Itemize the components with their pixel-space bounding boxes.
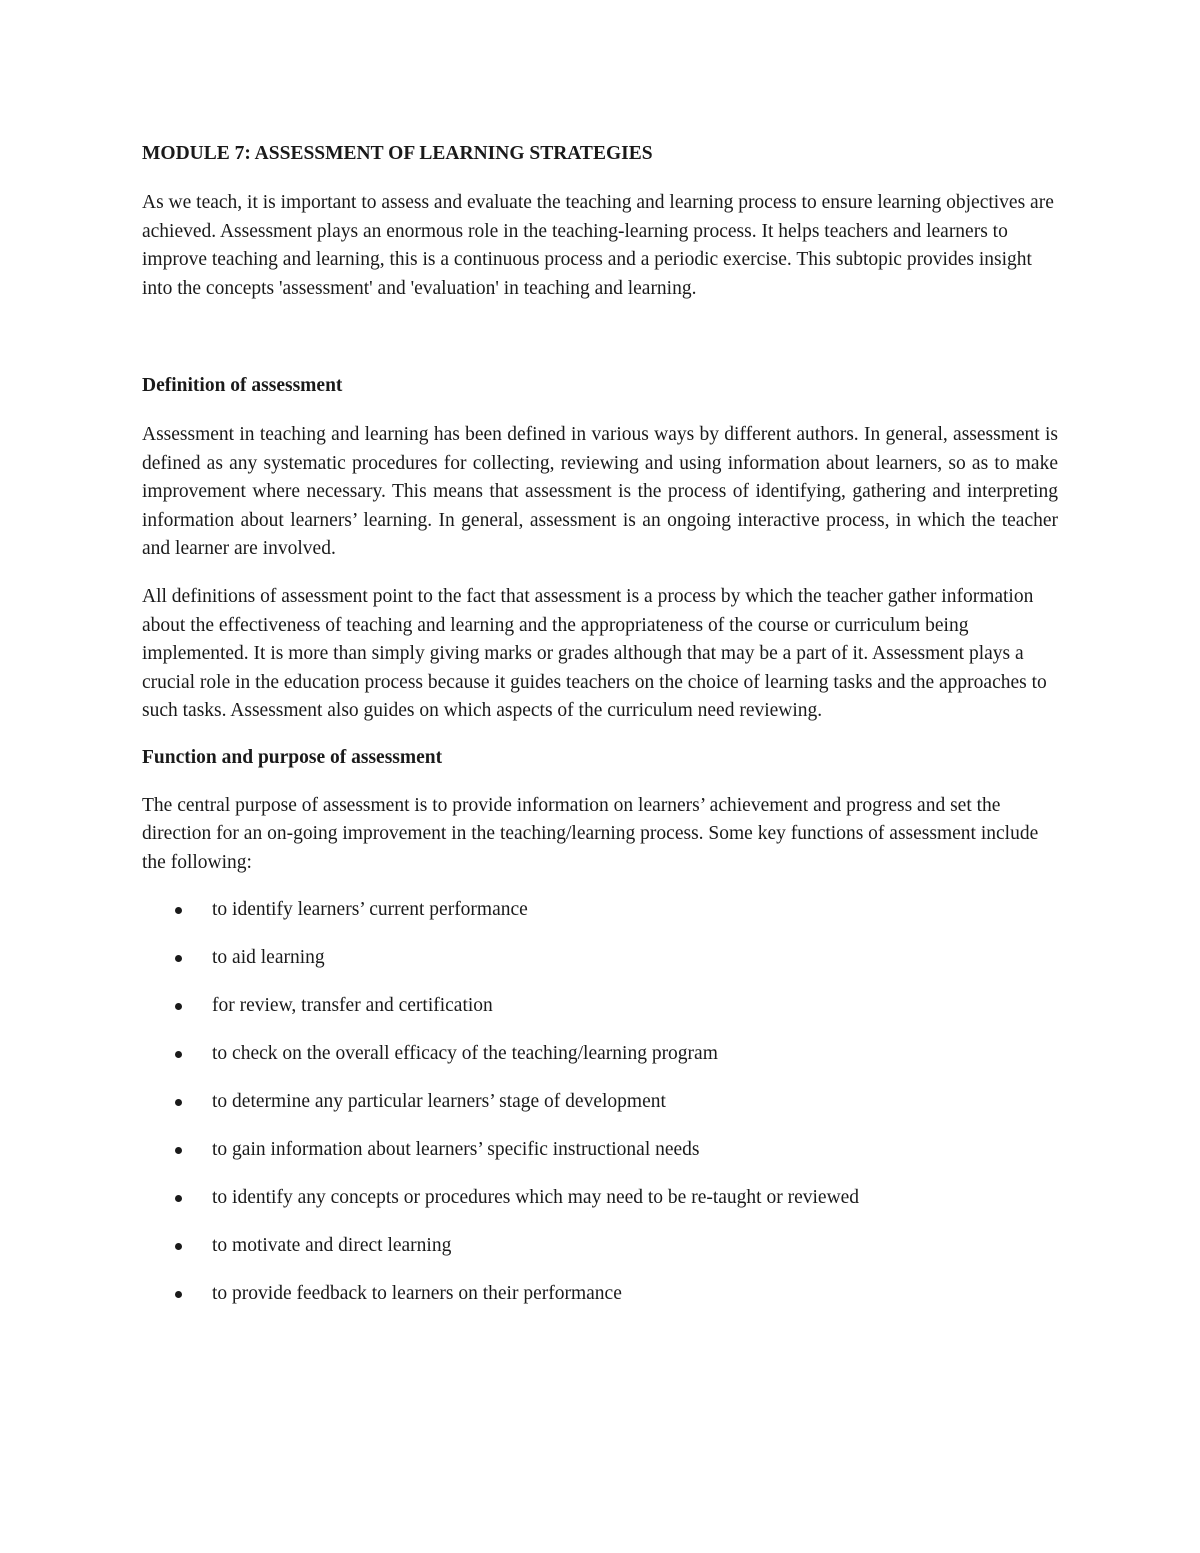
list-item: [142, 944, 1058, 992]
function-heading: Function and purpose of assessment: [142, 746, 443, 768]
list-item: [142, 1088, 1058, 1136]
list-item-text: for review, transfer and certification: [212, 995, 493, 1017]
bullet-icon: [175, 1051, 182, 1058]
function-paragraph: The central purpose of assessment is to provide information on learners’ achievement and progress and set the direction for an on-going improvement in the teaching/learning process. Some key functions of assessment include the following:: [142, 794, 1039, 873]
bullet-icon: [175, 1099, 182, 1106]
bullet-icon: [175, 1243, 182, 1250]
function-list: [142, 896, 1058, 1328]
list-item: [142, 1184, 1058, 1232]
list-item: [142, 1136, 1058, 1184]
page-title: MODULE 7: ASSESSMENT OF LEARNING STRATEGIES: [142, 143, 653, 164]
list-item: [142, 896, 1058, 944]
list-item: [142, 992, 1058, 1040]
bullet-icon: [175, 1195, 182, 1202]
list-item-text: to gain information about learners’ specific instructional needs: [212, 1139, 700, 1161]
list-item-text: to check on the overall efficacy of the teaching/learning program: [212, 1043, 718, 1065]
list-item-text: to determine any particular learners’ stage of development: [212, 1091, 666, 1113]
bullet-icon: [175, 1003, 182, 1010]
list-item-text: to identify learners’ current performance: [212, 899, 528, 921]
definition-heading: Definition of assessment: [142, 375, 343, 397]
list-item-text: to identify any concepts or procedures which may need to be re-taught or reviewed: [212, 1187, 860, 1209]
list-item-text: to provide feedback to learners on their performance: [212, 1283, 622, 1305]
list-item: [142, 1280, 1058, 1328]
list-item-text: to aid learning: [212, 947, 325, 969]
bullet-icon: [175, 907, 182, 914]
definition-paragraph-2: All definitions of assessment point to the fact that assessment is a process by which the teacher gather information about the effectiveness of teaching and learning and the appropriateness of the course or curriculum being implemented. It is more than simply giving marks or grades although that may be a part of it. Assessment plays a crucial role in the education process because it guides teachers on the choice of learning tasks and the approaches to such tasks. Assessment also guides on which aspects of the curriculum need reviewing.: [142, 585, 1047, 722]
bullet-icon: [175, 1291, 182, 1298]
bullet-icon: [175, 955, 182, 962]
intro-paragraph: As we teach, it is important to assess and evaluate the teaching and learning process to ensure learning objectives are achieved. Assessment plays an enormous role in the teaching-learning process. It helps teachers and learners to improve teaching and learning, this is a continuous process and a periodic exercise. This subtopic provides insight into the concepts 'assessment' and 'evaluation' in teaching and learning.: [142, 192, 1054, 299]
bullet-icon: [175, 1147, 182, 1154]
definition-paragraph-1: Assessment in teaching and learning has been defined in various ways by different authors. In general, assessment is defined as any systematic procedures for collecting, reviewing and using information about learners, so as to make improvement where necessary. This means that assessment is the process of identifying, gathering and interpreting information about learners’ learning. In general, assessment is an ongoing interactive process, in which the teacher and learner are involved.: [142, 423, 1058, 560]
list-item: [142, 1040, 1058, 1088]
document-content: [142, 136, 1058, 1328]
list-item: [142, 1232, 1058, 1280]
list-item-text: to motivate and direct learning: [212, 1235, 452, 1257]
